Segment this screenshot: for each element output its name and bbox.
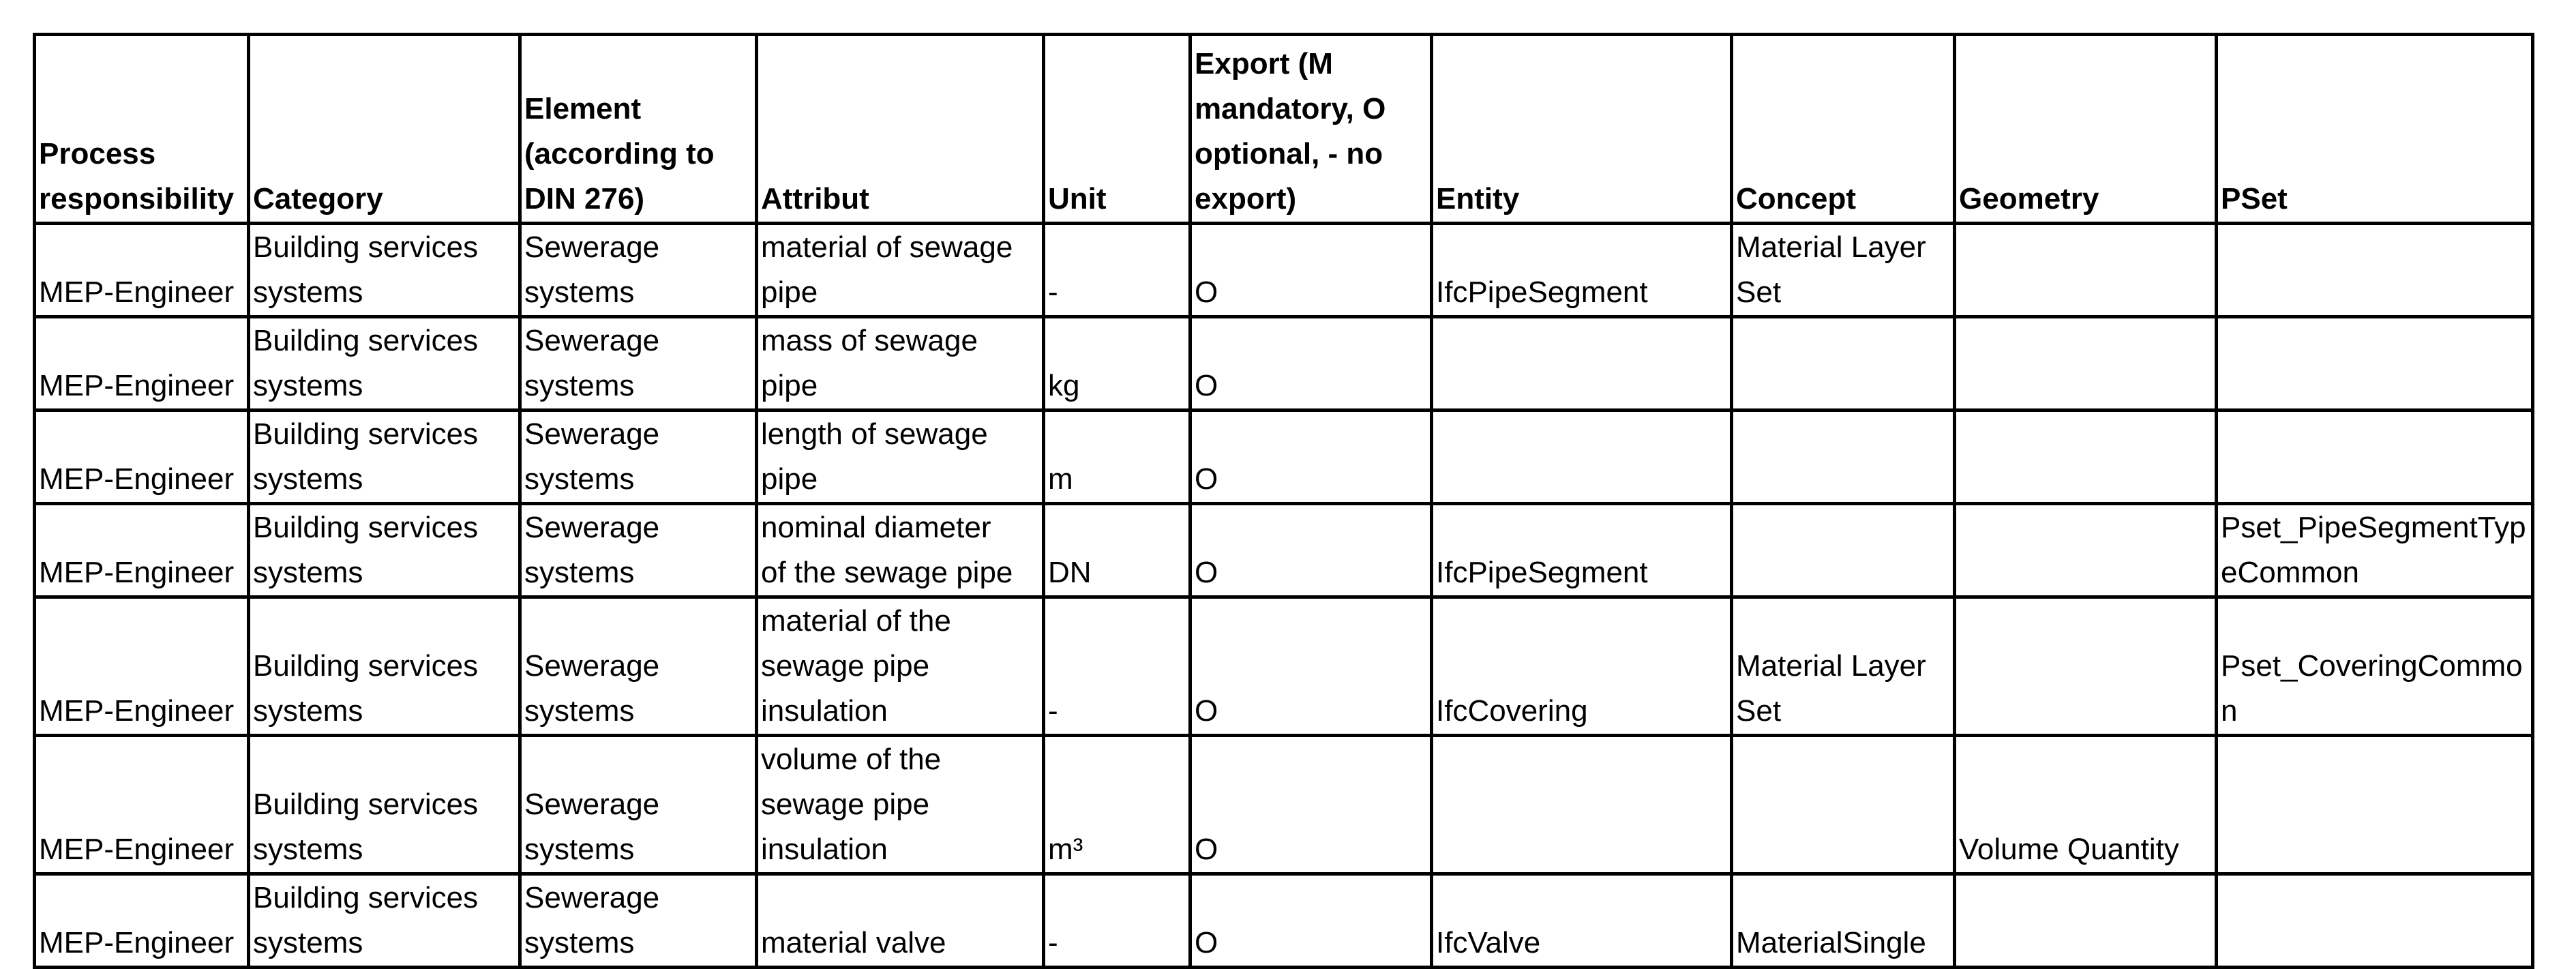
table-row xyxy=(35,597,2533,736)
cell-element: Sewerage systems xyxy=(520,874,757,968)
header-attribut: Attribut xyxy=(757,35,1044,224)
cell-element: Sewerage systems xyxy=(520,317,757,411)
cell-entity: IfcCovering xyxy=(1432,597,1732,736)
cell-export: O xyxy=(1190,317,1432,411)
cell-element: Sewerage systems xyxy=(520,504,757,597)
cell-geometry xyxy=(1955,597,2217,736)
cell-pset: Pset_PipeSegmentTyp eCommon xyxy=(2217,504,2533,597)
header-geometry: Geometry xyxy=(1955,35,2217,224)
cell-unit: m xyxy=(1044,411,1190,504)
cell-entity: IfcValve xyxy=(1432,874,1732,968)
table-row xyxy=(35,317,2533,411)
cell-concept xyxy=(1732,504,1955,597)
cell-process-responsibility: MEP-Engineer xyxy=(35,224,249,317)
table-row xyxy=(35,224,2533,317)
cell-attribut: material of sewage pipe xyxy=(757,224,1044,317)
cell-entity xyxy=(1432,411,1732,504)
cell-export: O xyxy=(1190,224,1432,317)
cell-process-responsibility: MEP-Engineer xyxy=(35,597,249,736)
cell-pset xyxy=(2217,736,2533,874)
header-row xyxy=(35,35,2533,224)
cell-category: Building services systems xyxy=(249,504,520,597)
cell-pset xyxy=(2217,317,2533,411)
cell-process-responsibility: MEP-Engineer xyxy=(35,504,249,597)
table-row xyxy=(35,504,2533,597)
cell-entity xyxy=(1432,736,1732,874)
attribute-table xyxy=(33,33,2534,969)
cell-category: Building services systems xyxy=(249,411,520,504)
cell-attribut: nominal diameter of the sewage pipe xyxy=(757,504,1044,597)
cell-entity: IfcPipeSegment xyxy=(1432,224,1732,317)
cell-element: Sewerage systems xyxy=(520,224,757,317)
cell-entity xyxy=(1432,317,1732,411)
cell-category: Building services systems xyxy=(249,597,520,736)
cell-concept xyxy=(1732,411,1955,504)
cell-process-responsibility: MEP-Engineer xyxy=(35,317,249,411)
cell-geometry xyxy=(1955,504,2217,597)
cell-export: O xyxy=(1190,411,1432,504)
cell-unit: - xyxy=(1044,224,1190,317)
cell-element: Sewerage systems xyxy=(520,736,757,874)
cell-pset xyxy=(2217,224,2533,317)
header-export: Export (M mandatory, O optional, - no export) xyxy=(1190,35,1432,224)
cell-process-responsibility: MEP-Engineer xyxy=(35,874,249,968)
cell-concept: MaterialSingle xyxy=(1732,874,1955,968)
table-row xyxy=(35,736,2533,874)
table-row xyxy=(35,874,2533,968)
cell-element: Sewerage systems xyxy=(520,411,757,504)
header-concept: Concept xyxy=(1732,35,1955,224)
cell-category: Building services systems xyxy=(249,224,520,317)
table-row xyxy=(35,411,2533,504)
header-pset: PSet xyxy=(2217,35,2533,224)
cell-concept xyxy=(1732,317,1955,411)
cell-element: Sewerage systems xyxy=(520,597,757,736)
cell-entity: IfcPipeSegment xyxy=(1432,504,1732,597)
cell-concept xyxy=(1732,736,1955,874)
cell-attribut: material of the sewage pipe insulation xyxy=(757,597,1044,736)
cell-category: Building services systems xyxy=(249,317,520,411)
header-unit: Unit xyxy=(1044,35,1190,224)
cell-unit: - xyxy=(1044,874,1190,968)
cell-attribut: length of sewage pipe xyxy=(757,411,1044,504)
header-entity: Entity xyxy=(1432,35,1732,224)
cell-geometry xyxy=(1955,411,2217,504)
cell-export: O xyxy=(1190,736,1432,874)
cell-pset: Pset_CoveringCommo n xyxy=(2217,597,2533,736)
cell-concept: Material Layer Set xyxy=(1732,597,1955,736)
cell-unit: m³ xyxy=(1044,736,1190,874)
cell-category: Building services systems xyxy=(249,874,520,968)
cell-attribut: volume of the sewage pipe insulation xyxy=(757,736,1044,874)
cell-export: O xyxy=(1190,597,1432,736)
cell-geometry xyxy=(1955,874,2217,968)
header-element: Element (according to DIN 276) xyxy=(520,35,757,224)
cell-concept: Material Layer Set xyxy=(1732,224,1955,317)
cell-attribut: mass of sewage pipe xyxy=(757,317,1044,411)
cell-pset xyxy=(2217,411,2533,504)
cell-process-responsibility: MEP-Engineer xyxy=(35,411,249,504)
header-process-responsibility: Process responsibility xyxy=(35,35,249,224)
cell-pset xyxy=(2217,874,2533,968)
cell-export: O xyxy=(1190,504,1432,597)
cell-category: Building services systems xyxy=(249,736,520,874)
cell-geometry xyxy=(1955,317,2217,411)
cell-geometry xyxy=(1955,224,2217,317)
cell-unit: - xyxy=(1044,597,1190,736)
header-category: Category xyxy=(249,35,520,224)
cell-geometry: Volume Quantity xyxy=(1955,736,2217,874)
cell-export: O xyxy=(1190,874,1432,968)
cell-unit: kg xyxy=(1044,317,1190,411)
cell-process-responsibility: MEP-Engineer xyxy=(35,736,249,874)
cell-attribut: material valve xyxy=(757,874,1044,968)
cell-unit: DN xyxy=(1044,504,1190,597)
